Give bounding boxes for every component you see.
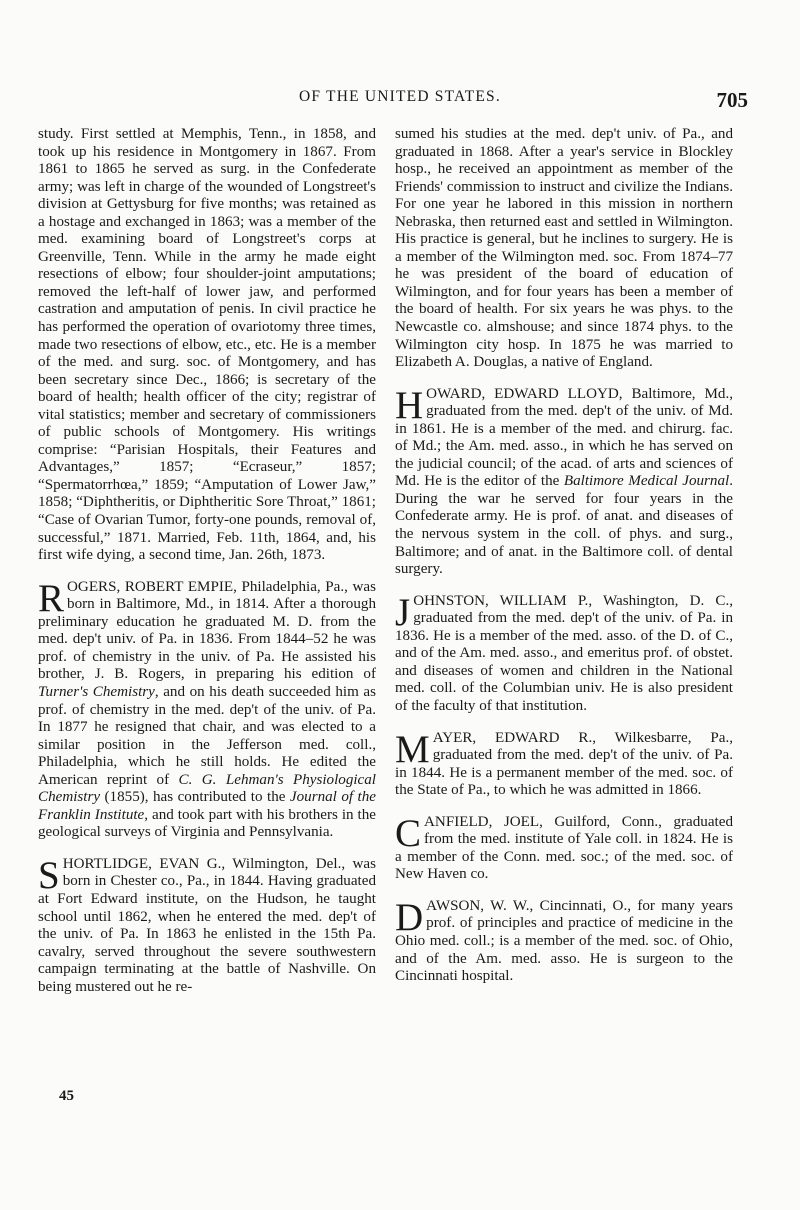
journal-title: Baltimore Medical Journal <box>563 473 730 490</box>
entry-text: , and on his death succeeded him as prof. of chemistry in the med. dep't of the univ. of Pa. In 1877 he resigned that chair, and was elected to a similar position in the Jefferson med. coll., Philadelphia, which he still holds. He edited the American reprint of <box>38 683 376 788</box>
continuation-paragraph: sumed his studies at the med. dep't univ. of Pa., and graduated in 1868. After a year's service in Blockley hosp., he received an appointment as member of the Friends' commission to instruct and civilize the Indians. For one year he labored in this mission in northern Nebraska, then returned east and settled in Wilmington. His practice is general, but he inclines to surgery. He is a member of the Wilmington med. soc. From 1874–77 he was president of the board of education of Wilmington, and for four years has been a member of the board of health. For six years he was phys. to the Newcastle co. almshouse; and since 1874 phys. to the Wilmington city hosp. In 1875 he was married to Elizabeth A. Douglas, a native of England. <box>395 126 733 371</box>
left-column <box>38 126 376 996</box>
entry-text: OWARD, EDWARD LLOYD, Baltimore, Md., graduated from the med. dep't of the univ. of Md. in 1861. He is a member of the med. and chirurg. fac. of Md.; the Am. med. asso., in which he has served on the judicial council; of the acad. of arts and sciences of Md. He is the editor of the <box>395 385 733 490</box>
drop-cap: D <box>395 895 424 939</box>
entry-canfield <box>395 811 733 884</box>
drop-cap: M <box>395 727 430 771</box>
book-title: Turner's Chemistry <box>38 683 155 700</box>
signature-mark: 45 <box>59 1088 74 1104</box>
entry-text: HORTLIDGE, EVAN G., Wilmington, Del., was born in Chester co., Pa., in 1844. Having graduated at Fort Edward institute, on the Hudson, he taught school until 1862, when he entered the med. dep't of the univ. of Pa. In 1863 he enlisted in the 15th Pa. cavalry, served throughout the severe southwestern campaign terminating at the battle of Nashville. On being mustered out he re- <box>38 855 376 995</box>
page-number: 705 <box>716 88 748 112</box>
book-title: C. G. Lehman's Physiological Chemistry <box>38 771 376 806</box>
entry-text: OHNSTON, WILLIAM P., Washington, D. C., graduated from the med. dep't of the univ. of Pa. in 1836. He is a member of the med. asso. of the D. of C., and of the Am. med. asso., and emeritus prof. of obstet. and diseases of women and children in the National med. coll. of the Columbian univ. He is also president of the faculty of that institution. <box>395 592 733 714</box>
journal-title: Journal of the Franklin Institute <box>38 789 376 823</box>
entry-text: (1855), has contributed to the <box>100 789 290 806</box>
entry-shortlidge <box>38 853 376 996</box>
drop-cap: J <box>395 590 411 634</box>
entry-rogers <box>38 576 376 842</box>
entry-text: . During the war he served for four years in the Confederate army. He is prof. of anat. and diseases of the nervous system in the coll. of phys. and surg., Baltimore; and of anat. in the Baltimore coll. of dental surgery. <box>395 473 733 578</box>
entry-text: ANFIELD, JOEL, Guilford, Conn., graduated from the med. institute of Yale coll. in 1824. He is a member of the Conn. med. soc.; of the med. soc. of New Haven co. <box>395 813 733 883</box>
drop-cap: H <box>395 383 424 427</box>
drop-cap: R <box>38 576 65 620</box>
entry-text: , and took part with his brothers in the geological surveys of Virginia and Pennsylvania. <box>38 806 376 841</box>
running-head: OF THE UNITED STATES. <box>299 88 501 105</box>
entry-mayer <box>395 727 733 800</box>
entry-howard <box>395 383 733 579</box>
entry-text: OGERS, ROBERT EMPIE, Philadelphia, Pa., was born in Baltimore, Md., in 1814. After a thorough preliminary education he graduated M. D. from the med. dep't univ. of Pa. in 1836. From 1844–52 he was prof. of chemistry in the univ. of Pa. He assisted his brother, J. B. Rogers, in preparing his edition of <box>38 578 376 683</box>
drop-cap: C <box>395 811 422 855</box>
entry-johnston <box>395 590 733 716</box>
right-column <box>395 126 733 986</box>
drop-cap: S <box>38 853 60 897</box>
entry-text: AYER, EDWARD R., Wilkesbarre, Pa., graduated from the med. dep't of the univ. of Pa. in 1844. He is a permanent member of the med. soc. of the State of Pa., to which he was admitted in 1866. <box>395 729 733 799</box>
continuation-paragraph: study. First settled at Memphis, Tenn., in 1858, and took up his residence in Montgomery in 1867. From 1861 to 1865 he served as surg. in the Confederate army; was left in charge of the wounded of Longstreet's division at Gettysburg for five months; was retained as a hostage and exchanged in 1863; was a member of the med. examining board of Longstreet's corps at Greenville, Tenn. While in the army he made eight resections of elbow; four shoulder-joint amputations; removed the left-half of lower jaw, and performed castration and amputation of penis. In civil practice he has performed the operation of ovariotomy three times, made two resections of elbow, etc., etc. He is a member of the med. and surg. soc. of Montgomery, and has been secretary since Dec., 1866; is secretary of the board of health; health officer of the city; registrar of vital statistics; member and secretary of commissioners of public schools of Montgomery. His writings comprise: “Parisian Hospitals, their Features and Advantages,” 1857; “Ecraseur,” 1857; “Spermatorrhœa,” 1859; “Amputation of Lower Jaw,” 1858; “Diphtheritis, or Diphtheritic Sore Throat,” 1861; “Case of Ovarian Tumor, forty-one pounds, removal of, successful,” 1871. Married, Feb. 11th, 1864, and, his first wife dying, a second time, Jan. 26th, 1873. <box>38 126 376 564</box>
entry-text: AWSON, W. W., Cincinnati, O., for many years prof. of principles and practice of medicine in the Ohio med. coll.; is a member of the med. soc. of Ohio, and of the Am. med. asso. He is surgeon to the Cincinnati hospital. <box>395 897 733 985</box>
entry-dawson <box>395 895 733 986</box>
